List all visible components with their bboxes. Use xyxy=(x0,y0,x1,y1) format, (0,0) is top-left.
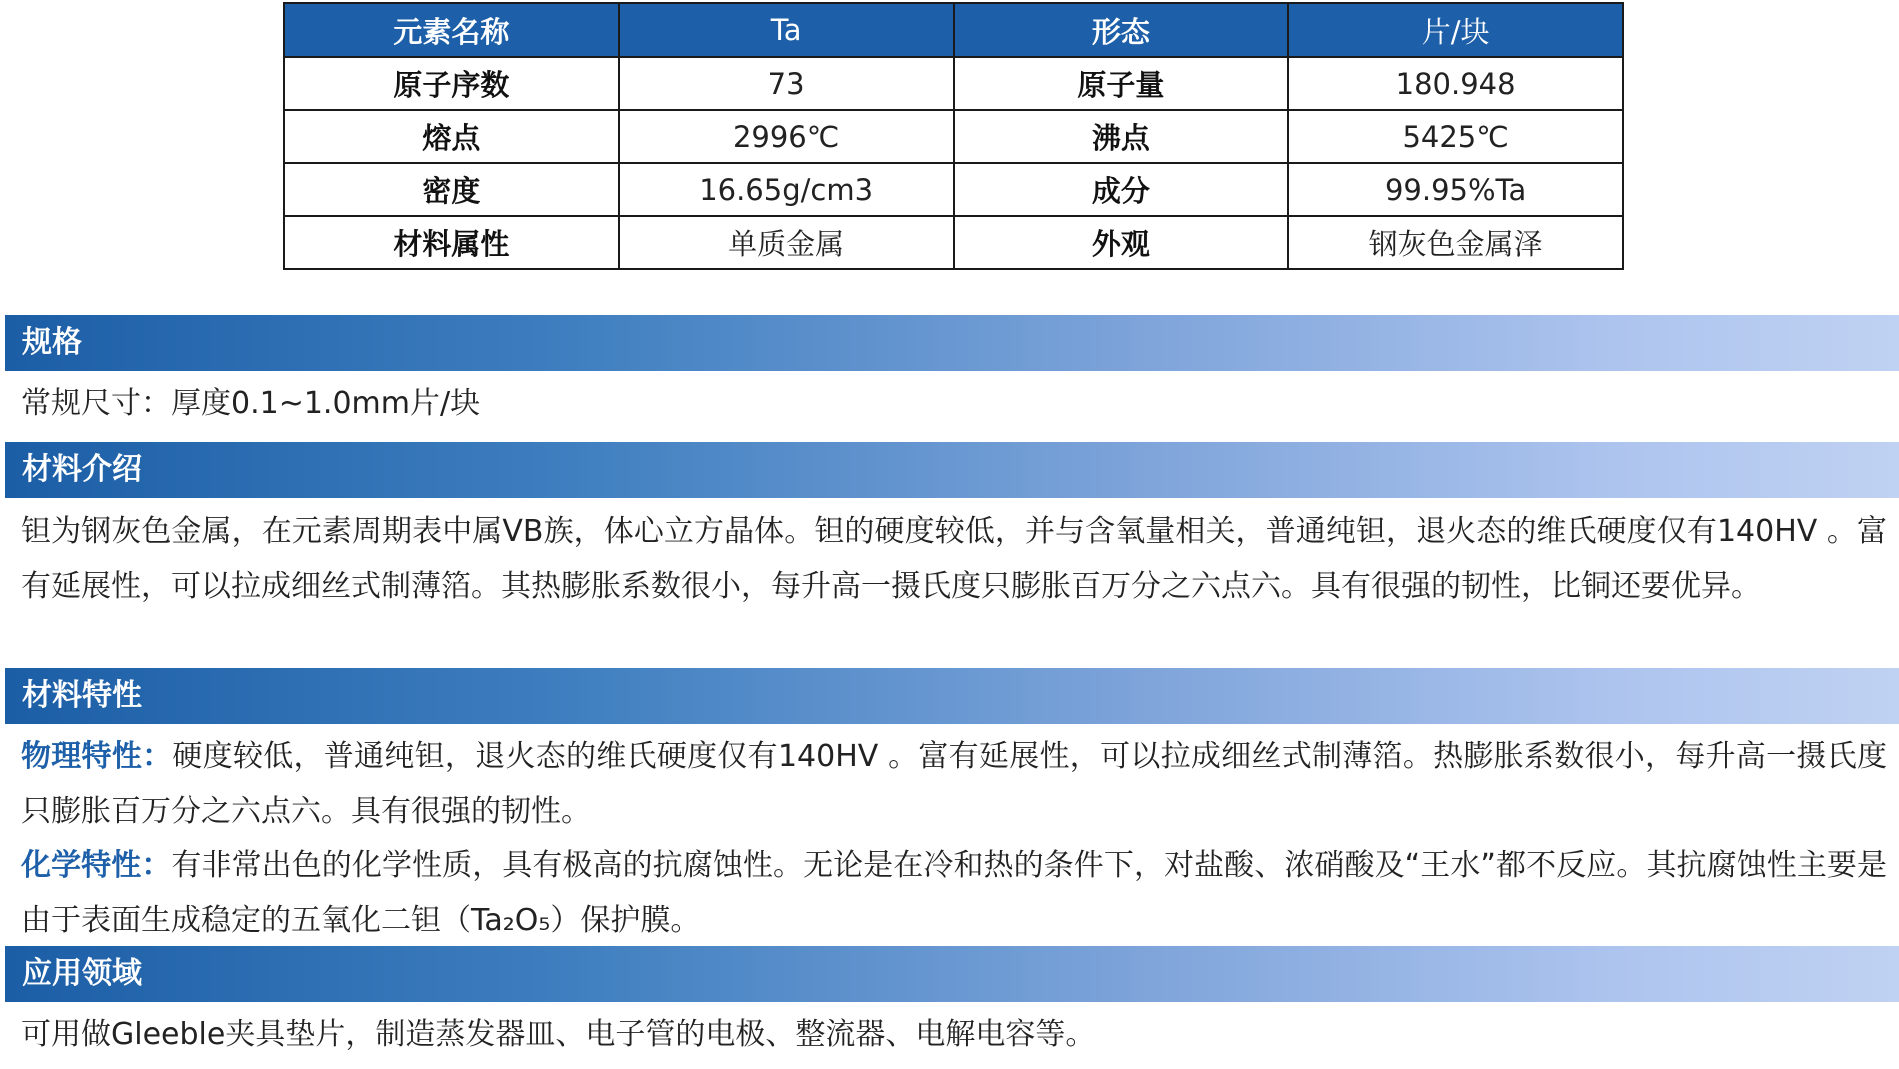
table-cell: Ta xyxy=(619,3,954,57)
intro-text: 钽为钢灰色金属，在元素周期表中属VB族，体心立方晶体。钽的硬度较低，并与含氧量相关，普通纯钽，退火态的维氏硬度仅有140HV 。富有延展性，可以拉成细丝式制薄箔。其热膨胀系数很小，每升高一摄氏度只膨胀百万分之六点六。具有很强的韧性，比铜还要优异。 xyxy=(21,514,1887,604)
table-cell: 原子量 xyxy=(954,57,1289,110)
table-cell: 材料属性 xyxy=(284,216,619,269)
section-heading-application: 应用领域 xyxy=(5,946,1899,1002)
table-cell: 16.65g/cm3 xyxy=(619,163,954,216)
physical-properties-paragraph xyxy=(21,729,1887,839)
table-cell: 5425℃ xyxy=(1288,110,1623,163)
physical-properties-text: 硬度较低，普通纯钽，退火态的维氏硬度仅有140HV 。富有延展性，可以拉成细丝式制薄箔。热膨胀系数很小，每升高一摄氏度只膨胀百万分之六点六。具有很强的韧性。 xyxy=(21,739,1887,829)
table-cell: 单质金属 xyxy=(619,216,954,269)
chemical-properties-text: 有非常出色的化学性质，具有极高的抗腐蚀性。无论是在冷和热的条件下，对盐酸、浓硝酸及“王水”都不反应。其抗腐蚀性主要是由于表面生成稳定的五氧化二钽（Ta₂O₅）保护膜。 xyxy=(21,848,1887,938)
spec-text: 常规尺寸：厚度0.1~1.0mm片/块 xyxy=(21,386,481,421)
chemical-properties-paragraph xyxy=(21,838,1887,948)
table-cell: 180.948 xyxy=(1288,57,1623,110)
section-heading-properties: 材料特性 xyxy=(5,668,1899,724)
table-cell: 原子序数 xyxy=(284,57,619,110)
table-cell: 73 xyxy=(619,57,954,110)
section-heading-intro: 材料介绍 xyxy=(5,442,1899,498)
application-text: 可用做Gleeble夹具垫片，制造蒸发器皿、电子管的电极、整流器、电解电容等。 xyxy=(21,1017,1096,1052)
table-cell: 元素名称 xyxy=(284,3,619,57)
table-cell: 熔点 xyxy=(284,110,619,163)
table-cell: 片/块 xyxy=(1288,3,1623,57)
physical-properties-label: 物理特性： xyxy=(21,739,173,774)
table-row xyxy=(284,57,1623,110)
table-cell: 密度 xyxy=(284,163,619,216)
table-cell: 沸点 xyxy=(954,110,1289,163)
table-cell: 外观 xyxy=(954,216,1289,269)
properties-table xyxy=(283,2,1624,270)
table-row xyxy=(284,163,1623,216)
table-cell: 99.95%Ta xyxy=(1288,163,1623,216)
table-header-row xyxy=(284,3,1623,57)
table-cell: 成分 xyxy=(954,163,1289,216)
table-row xyxy=(284,216,1623,269)
table-row xyxy=(284,110,1623,163)
chemical-properties-label: 化学特性： xyxy=(21,848,172,883)
table-cell: 钢灰色金属泽 xyxy=(1288,216,1623,269)
table-cell: 2996℃ xyxy=(619,110,954,163)
section-heading-spec: 规格 xyxy=(5,315,1899,371)
table-cell: 形态 xyxy=(954,3,1289,57)
